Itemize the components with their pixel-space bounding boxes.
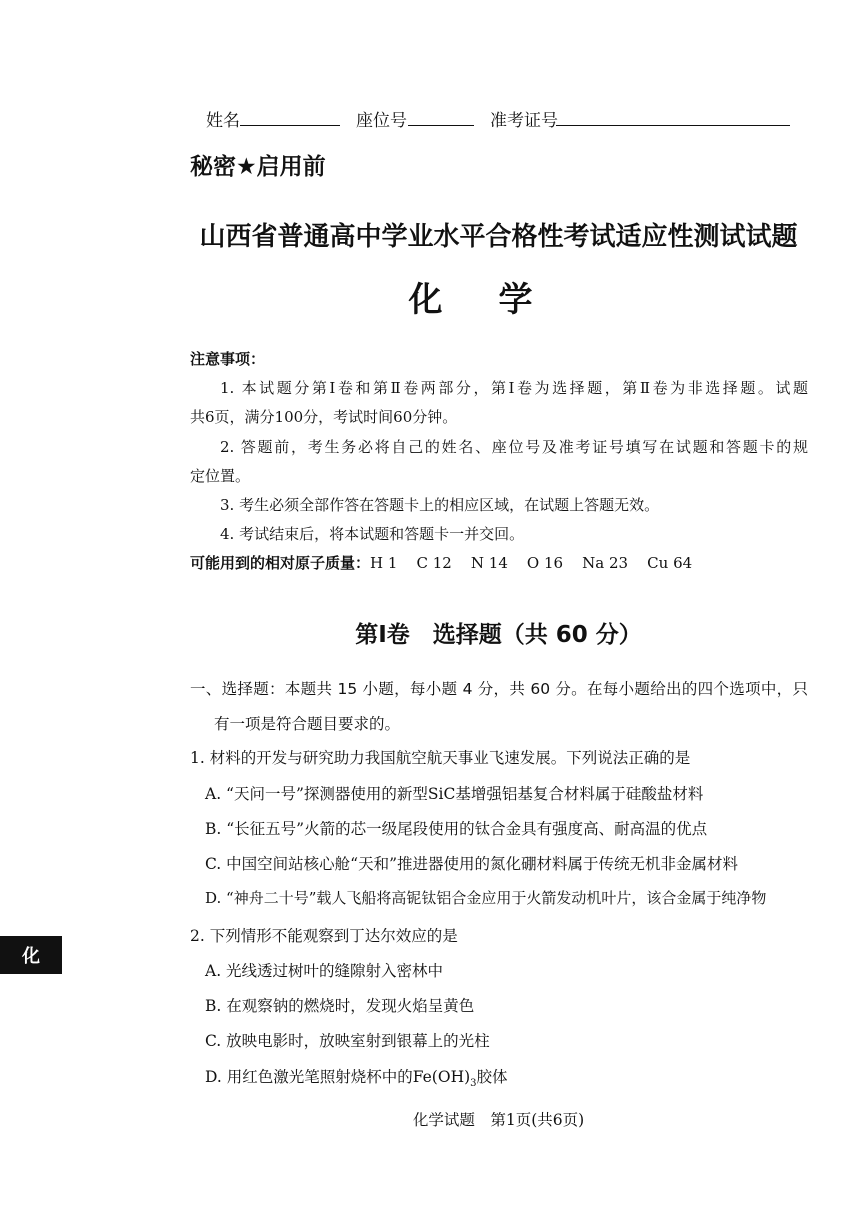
question-1-option-a: A. “天问一号”探测器使用的新型SiC基增强铝基复合材料属于硅酸盐材料 bbox=[205, 785, 704, 803]
question-2-option-d-suffix: 胶体 bbox=[476, 1068, 508, 1086]
page-title: 山西省普通高中学业水平合格性考试适应性测试试题 bbox=[199, 222, 798, 252]
question-2-option-b: B. 在观察钠的燃烧时，发现火焰呈黄色 bbox=[205, 997, 475, 1015]
question-1-stem: 1. 材料的开发与研究助力我国航空航天事业飞速发展。下列说法正确的是 bbox=[190, 749, 691, 767]
name-field[interactable] bbox=[240, 125, 340, 126]
question-2-option-d bbox=[205, 1065, 508, 1089]
question-2-option-d-subscript: 3 bbox=[470, 1078, 477, 1090]
subject-side-tab: 化 bbox=[0, 936, 62, 974]
seat-label: 座位号 bbox=[356, 111, 407, 131]
notice-item-2-line-2: 定位置。 bbox=[190, 467, 251, 485]
notice-heading: 注意事项： bbox=[190, 350, 266, 368]
seat-field[interactable] bbox=[408, 125, 474, 126]
question-1-option-d: D. “神舟二十号”载人飞船将高铌钛铝合金应用于火箭发动机叶片，该合金属于纯净物 bbox=[205, 889, 767, 907]
notice-item-1-line-2: 共6页，满分100分，考试时间60分钟。 bbox=[190, 408, 458, 426]
question-2-option-a: A. 光线透过树叶的缝隙射入密林中 bbox=[205, 962, 444, 980]
page-footer: 化学试题 第1页(共6页) bbox=[412, 1111, 585, 1129]
secret-mark: 秘密★启用前 bbox=[190, 154, 326, 180]
question-1-option-c: C. 中国空间站核心舱“天和”推进器使用的氮化硼材料属于传统无机非金属材料 bbox=[205, 855, 739, 873]
subject-title: 化学 bbox=[408, 280, 589, 320]
question-2-option-d-text: D. 用红色激光笔照射烧杯中的Fe(OH) bbox=[205, 1068, 471, 1086]
notice-item-2-line-1: 2. 答题前，考生务必将自己的姓名、座位号及准考证号填写在试题和答题卡的规 bbox=[220, 438, 808, 456]
question-2-stem: 2. 下列情形不能观察到丁达尔效应的是 bbox=[190, 927, 458, 945]
atomic-mass-values: H 1 C 12 N 14 O 16 Na 23 Cu 64 bbox=[370, 554, 693, 572]
atomic-mass-label: 可能用到的相对原子质量： bbox=[190, 554, 371, 572]
atomic-mass-line bbox=[190, 552, 692, 573]
part-one-line-2: 有一项是符合题目要求的。 bbox=[214, 715, 401, 733]
exam-id-label: 准考证号 bbox=[490, 111, 558, 131]
exam-id-field[interactable] bbox=[556, 125, 790, 126]
part-one-line-1: 一、选择题：本题共 15 小题，每小题 4 分，共 60 分。在每小题给出的四个选项中，只 bbox=[190, 680, 808, 698]
notice-item-4: 4. 考试结束后，将本试题和答题卡一并交回。 bbox=[220, 525, 525, 543]
question-2-option-c: C. 放映电影时，放映室射到银幕上的光柱 bbox=[205, 1032, 490, 1050]
name-label: 姓名 bbox=[206, 111, 240, 131]
notice-item-1-line-1: 1. 本试题分第Ⅰ卷和第Ⅱ卷两部分，第Ⅰ卷为选择题，第Ⅱ卷为非选择题。试题 bbox=[220, 379, 808, 397]
notice-item-3: 3. 考生必须全部作答在答题卡上的相应区域，在试题上答题无效。 bbox=[220, 496, 660, 514]
section-title: 第Ⅰ卷 选择题（共 60 分） bbox=[355, 622, 642, 648]
question-1-option-b: B. “长征五号”火箭的芯一级尾段使用的钛合金具有强度高、耐高温的优点 bbox=[205, 820, 708, 838]
